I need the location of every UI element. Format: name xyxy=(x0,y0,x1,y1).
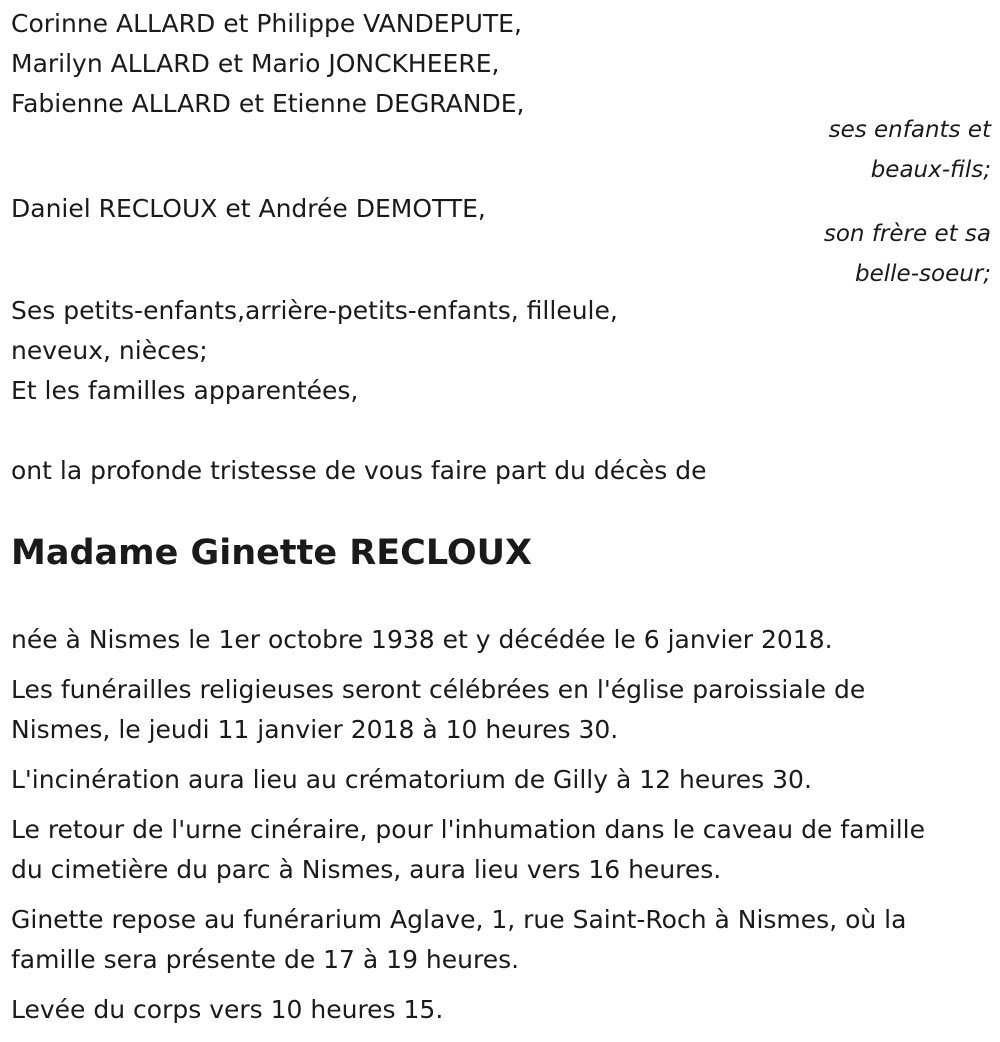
family-line: Ses petits-enfants,arrière-petits-enfants, filleule, xyxy=(11,296,618,325)
detail-line: Levée du corps vers 10 heures 15. xyxy=(11,995,444,1024)
detail-paragraph xyxy=(11,810,991,890)
detail-paragraph xyxy=(11,760,991,800)
announcement-block xyxy=(11,451,706,491)
family-line: Daniel RECLOUX et Andrée DEMOTTE, xyxy=(11,194,486,223)
deceased-name: Madame Ginette RECLOUX xyxy=(11,533,533,573)
detail-line: Les funérailles religieuses seront célébrées en l'église paroissiale de xyxy=(11,675,866,704)
family-line: Fabienne ALLARD et Etienne DEGRANDE, xyxy=(11,89,525,118)
detail-line: Nismes, le jeudi 11 janvier 2018 à 10 heures 30. xyxy=(11,715,619,744)
family-line: neveux, nièces; xyxy=(11,336,208,365)
other-family-list xyxy=(11,291,618,411)
detail-line: famille sera présente de 17 à 19 heures. xyxy=(11,945,520,974)
children-list xyxy=(11,4,524,124)
detail-paragraph xyxy=(11,900,991,980)
brother-line-block xyxy=(11,189,486,229)
detail-paragraph xyxy=(11,620,991,660)
detail-paragraph xyxy=(11,670,991,750)
announcement-text: ont la profonde tristesse de vous faire part du décès de xyxy=(11,456,707,485)
children-role: beaux-fils; xyxy=(870,157,991,183)
brother-role: belle-soeur; xyxy=(855,261,991,287)
detail-line: Le retour de l'urne cinéraire, pour l'inhumation dans le caveau de famille xyxy=(11,815,925,844)
children-role: ses enfants et xyxy=(828,117,991,143)
brother-role: son frère et sa xyxy=(823,221,991,247)
family-line: Corinne ALLARD et Philippe VANDEPUTE, xyxy=(11,9,522,38)
family-line: Marilyn ALLARD et Mario JONCKHEERE, xyxy=(11,49,500,78)
detail-line: du cimetière du parc à Nismes, aura lieu vers 16 heures. xyxy=(11,855,722,884)
detail-line: Ginette repose au funérarium Aglave, 1, rue Saint-Roch à Nismes, où la xyxy=(11,905,907,934)
detail-paragraph xyxy=(11,990,991,1030)
funeral-details xyxy=(11,620,991,1040)
detail-line: née à Nismes le 1er octobre 1938 et y décédée le 6 janvier 2018. xyxy=(11,625,833,654)
detail-line: L'incinération aura lieu au crématorium de Gilly à 12 heures 30. xyxy=(11,765,812,794)
family-line: Et les familles apparentées, xyxy=(11,376,359,405)
